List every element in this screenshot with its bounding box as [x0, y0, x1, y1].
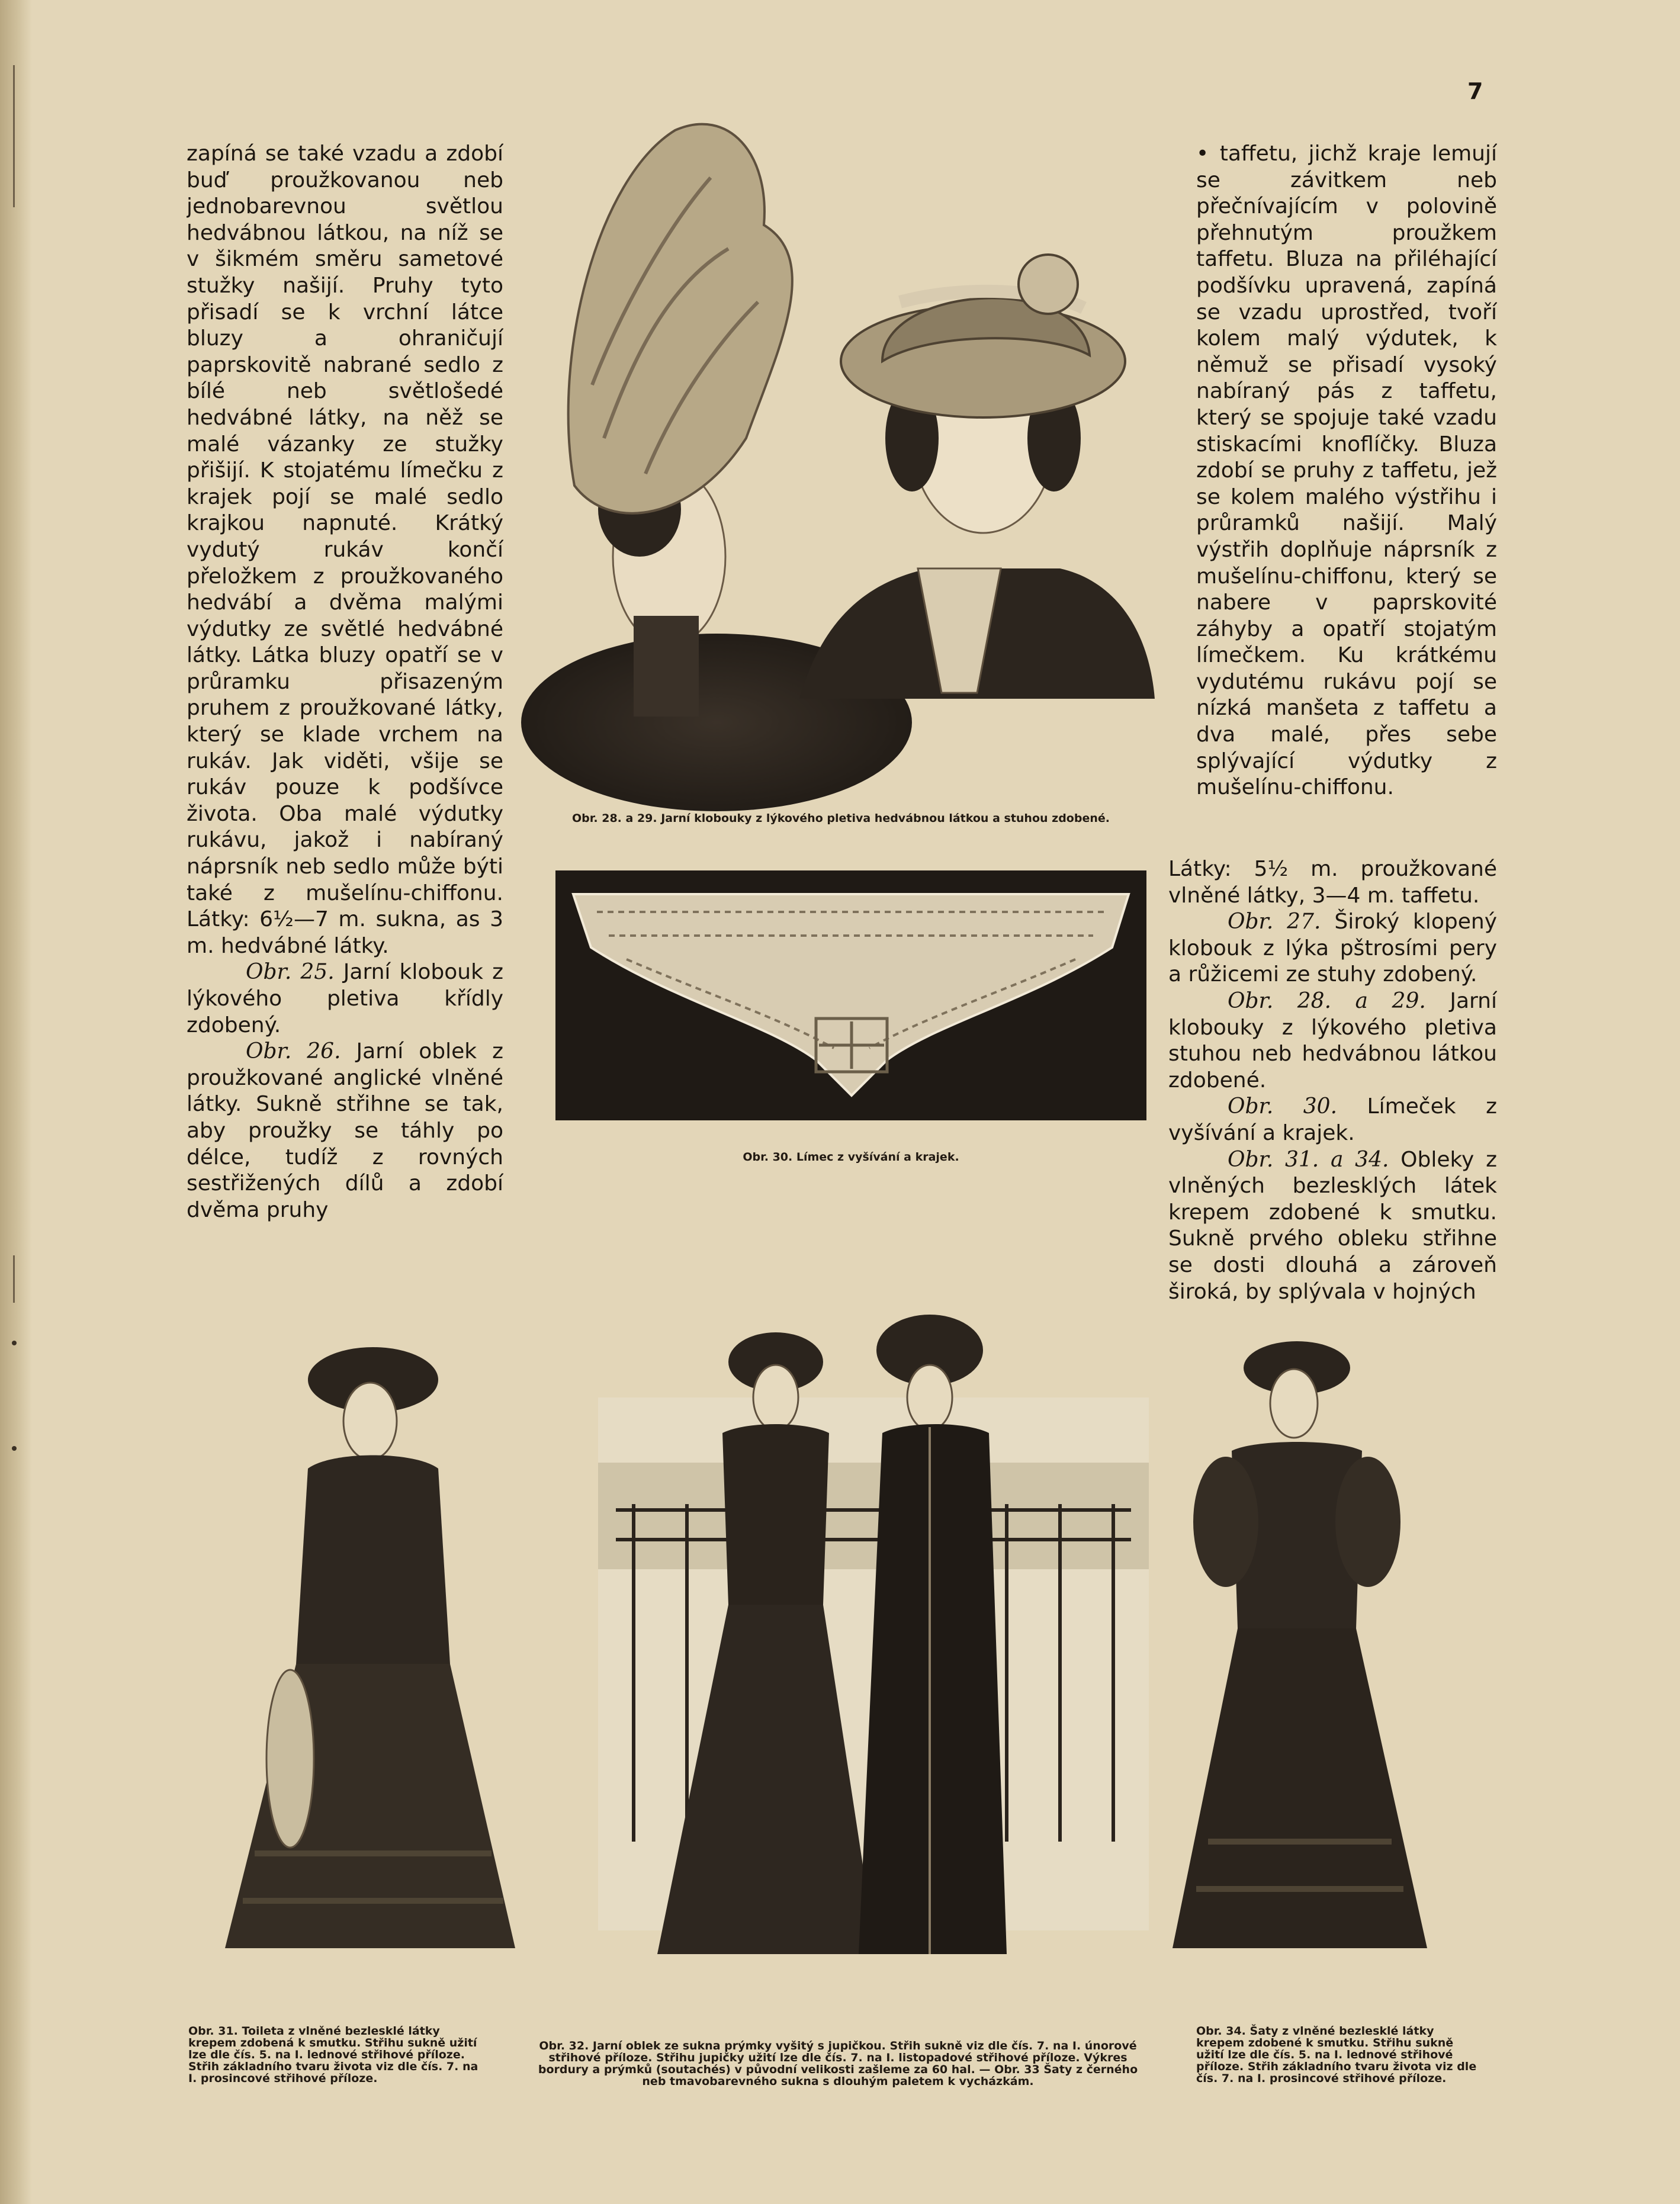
page-number: 7 — [1467, 78, 1483, 104]
collar-illustration — [555, 870, 1146, 1120]
binding-mark — [13, 65, 15, 207]
figure-ref: Obr. 30. — [1228, 1094, 1338, 1119]
figure-ref: Obr. 25. — [246, 960, 335, 985]
paragraph-text: Límeček z vyšívání a krajek. — [1168, 1094, 1497, 1145]
paragraph — [187, 1039, 503, 1223]
fig34-caption: Obr. 34. Šaty z vlněné bezlesklé látky krepem zdobené k smutku. Střihu sukně užití lze dle čís. 5. na I. lednové střihové příloze. Střih základního tvaru života viz dle čís. 7. na I. prosincové střihové příloze. — [1196, 2025, 1477, 2085]
paragraph — [1168, 909, 1497, 988]
figure-ref: Obr. 31. a 34. — [1228, 1147, 1389, 1172]
fig32-33-illustration — [598, 1309, 1149, 1972]
figure-ref: Obr. 28. a 29. — [1228, 988, 1426, 1013]
binding-dot — [12, 1446, 17, 1451]
paragraph — [187, 959, 503, 1039]
paragraph-text: Jarní klobouky z lýkového pletiva stuhou neb hedvábnou látkou zdobené. — [1168, 988, 1497, 1093]
paragraph — [1168, 988, 1497, 1094]
paragraph-text: Jarní oblek z proužkované anglické vlněné látky. Sukně střihne se tak, aby proužky se táhly po délce, tudíž z rovných sestřižených dílů a zdobí dvěma pruhy — [187, 1039, 503, 1222]
paragraph: • taffetu, jichž kraje lemují se závitkem neb přečnívajícím v polovině přehnutým proužkem taffetu. Bluza na přiléhající podšívku upravená, zapíná se vzadu uprostřed, tvoří kolem malý výdutek, k němuž se přisadí vysoký nabíraný pás z taffetu, který se spojuje také vzadu stiskacími knoflíčky. Bluza zdobí se pruhy z taffetu, jež se kolem malého výstřihu i průramků našijí. Malý výstřih doplňuje náprsník z mušelínu-chiffonu, který se nabere v paprskovité záhyby a opatří stojatým límečkem. Ku krátkému vydutému rukávu pojí se nízká manšeta z taffetu a dva malé, přes sebe splývající výdutky z mušelínu-chiffonu. — [1196, 142, 1497, 800]
figure-ref: Obr. 27. — [1228, 910, 1321, 934]
paragraph — [1168, 1094, 1497, 1146]
binding-dot — [12, 1341, 17, 1345]
paragraph-text: Jarní klobouk z lýkového pletiva křídly zdobený. — [187, 960, 503, 1037]
fig32-33-caption: Obr. 32. Jarní oblek ze sukna prýmky vyšitý s jupičkou. Střih sukně viz dle čís. 7. na I. únorové střihové příloze. Střihu jupičky užití lze dle čís. 7. na I. listopadové střihové příloze. Výkres bordury a prýmků (soutachés) v původní velikosti zašleme za 60 hal. — Obr. 33 Šaty z černého neb tmavobarevného sukna s dlouhým paletem k vycházkám. — [538, 2039, 1138, 2088]
paragraph — [1168, 1147, 1497, 1306]
fig31-illustration — [213, 1332, 527, 1954]
paragraph: Látky: 5½ m. proužkované vlněné látky, 3—4 m. taffetu. — [1168, 857, 1497, 908]
left-text-column — [187, 141, 503, 1306]
binding-mark — [13, 1255, 15, 1303]
right-text-column-top — [1196, 141, 1497, 855]
collar-caption: Obr. 30. Límec z vyšívání a krajek. — [743, 1151, 959, 1164]
fig34-illustration — [1161, 1332, 1439, 1954]
paragraph-text: Obleky z vlněných bezlesklých látek krepem zdobené k smutku. Sukně prvého obleku střihne se dosti dlouhá a zároveň široká, by splývala v hojných — [1168, 1147, 1497, 1304]
page-binding-edge — [0, 0, 32, 2204]
paragraph: zapíná se také vzadu a zdobí buď proužkovanou neb jednobarevnou světlou hedvábnou látkou, na níž se v šikmém směru sametové stužky našijí. Pruhy tyto přisadí se k vrchní látce bluzy a ohraničují paprskovitě nabrané sedlo z bílé neb světlošedé hedvábné látky, na něž se malé vázanky ze stužky přišijí. K stojatému límečku z krajek pojí se malé sedlo krajkou napnuté. Krátký vydutý rukáv končí přeložkem z proužkovaného hedvábí a dvěma malými výdutky ze světlé hedvábné látky. Látka bluzy opatří se v průramku přisazeným pruhem z proužkované látky, který se klade vrchem na rukáv. Jak viděti, všije se rukáv pouze k podšívce života. Oba malé výdutky rukávu, jakož i nabíraný náprsník neb sedlo může býti také z mušelínu-chiffonu. Látky: 6½—7 m. sukna, as 3 m. hedvábné látky. — [187, 142, 503, 958]
hats-caption: Obr. 28. a 29. Jarní klobouky z lýkového pletiva hedvábnou látkou a stuhou zdobené. — [572, 812, 1110, 825]
right-text-column-bottom — [1168, 856, 1497, 1311]
paragraph-text: Široký klopený klobouk z lýka pštrosími pery a růžicemi ze stuhy zdobený. — [1168, 910, 1497, 987]
fig31-caption: Obr. 31. Toileta z vlněné bezlesklé látky krepem zdobená k smutku. Střihu sukně užití lze dle čís. 5. na I. lednové střihové příloze. Střih základního tvaru života viz dle čís. 7. na I. prosincové střihové příloze. — [188, 2025, 478, 2085]
hats-illustration — [515, 107, 1173, 811]
figure-ref: Obr. 26. — [246, 1039, 341, 1064]
